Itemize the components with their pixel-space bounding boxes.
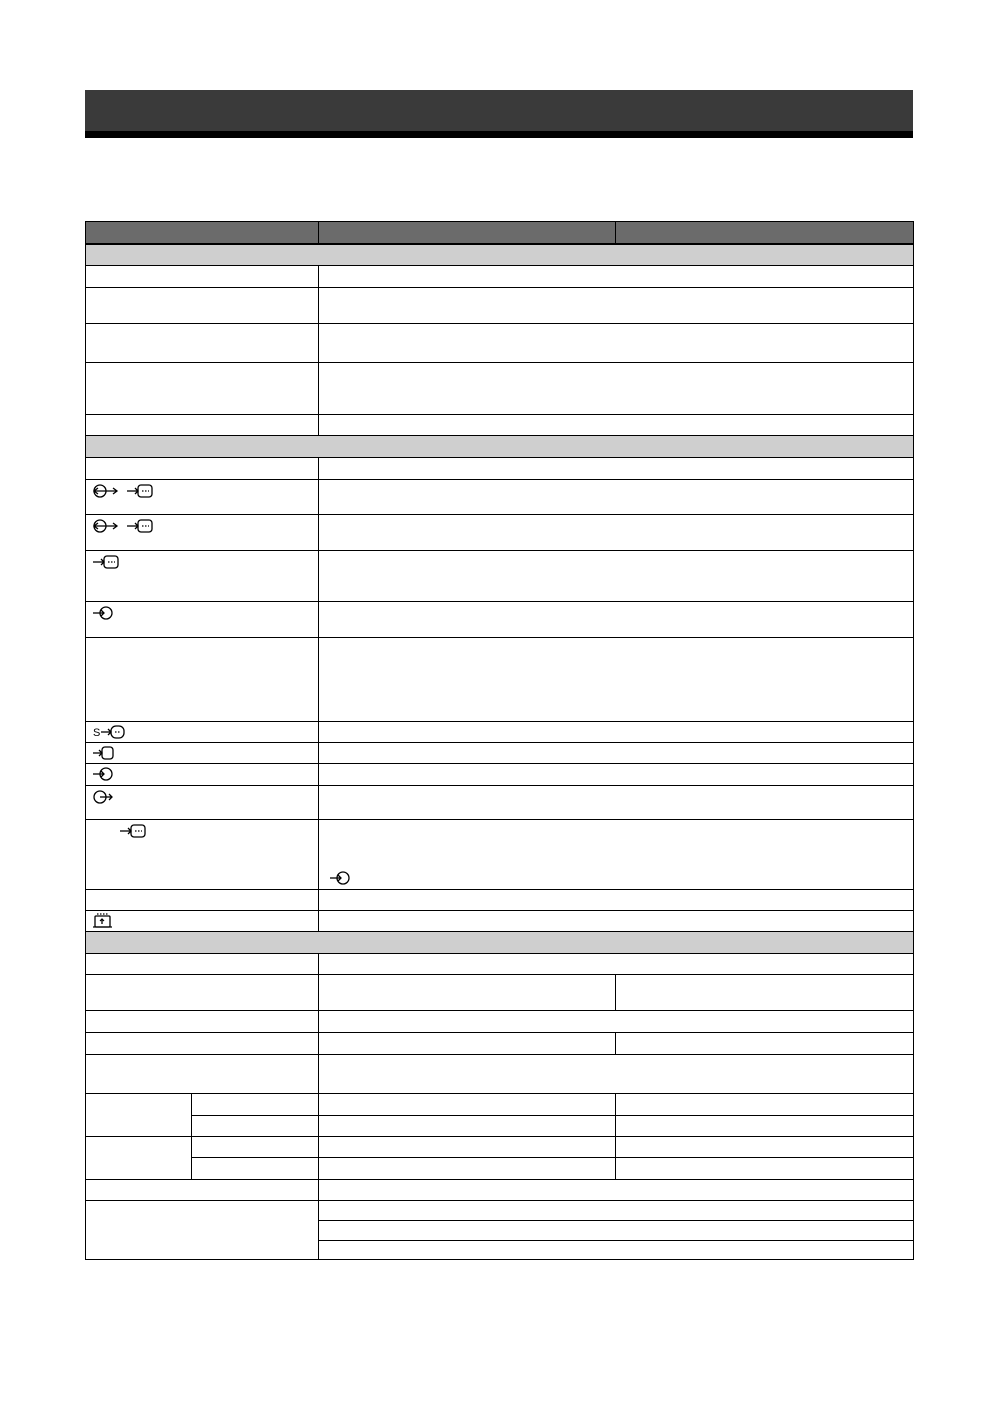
section-row — [86, 932, 914, 954]
input-output-arrow-icon — [92, 483, 120, 499]
table-row — [86, 722, 914, 743]
table-row — [86, 911, 914, 932]
table-row — [86, 1180, 914, 1201]
table-row — [86, 551, 914, 602]
monitor-output-icon — [92, 789, 114, 805]
video-input-icon — [119, 823, 147, 839]
video-input-icon — [126, 518, 154, 534]
header-cell — [319, 222, 616, 244]
table-row — [86, 975, 914, 1011]
table-row — [86, 1011, 914, 1033]
table-row — [86, 363, 914, 415]
section-cell — [86, 436, 914, 458]
audio-input-icon — [92, 605, 114, 621]
table-row — [86, 764, 914, 786]
table-row — [86, 820, 914, 890]
section-row — [86, 244, 914, 266]
table-row — [86, 1055, 914, 1094]
table-row — [86, 1137, 914, 1158]
header-cell — [86, 222, 319, 244]
specifications-table — [85, 221, 914, 1260]
table-row — [86, 743, 914, 764]
table-header-row — [86, 222, 914, 244]
table-row — [86, 458, 914, 480]
table-row — [86, 1094, 914, 1116]
audio-input-icon — [92, 766, 114, 782]
table-row — [86, 890, 914, 911]
input-output-arrow-icon — [92, 518, 120, 534]
table-row — [86, 1033, 914, 1055]
page-title-banner — [85, 90, 913, 138]
svg-text:S: S — [93, 727, 101, 739]
s-video-input-icon — [92, 724, 126, 740]
header-cell — [616, 222, 914, 244]
table-row — [86, 1158, 914, 1180]
video-input-icon — [126, 483, 154, 499]
table-row — [86, 1201, 914, 1221]
card-slot-icon — [92, 912, 114, 930]
table-row — [86, 415, 914, 436]
video-input-icon — [92, 554, 120, 570]
audio-input-icon — [329, 870, 351, 886]
table-row — [86, 515, 914, 551]
table-row — [86, 480, 914, 515]
table-row — [86, 786, 914, 820]
table-row — [86, 266, 914, 288]
table-row — [86, 638, 914, 722]
table-row — [86, 602, 914, 638]
section-cell — [86, 244, 914, 266]
table-row — [86, 1116, 914, 1137]
table-row — [86, 324, 914, 363]
table-row — [86, 288, 914, 324]
video-input-icon — [92, 745, 114, 761]
section-cell — [86, 932, 914, 954]
table-row — [86, 954, 914, 975]
section-row — [86, 436, 914, 458]
